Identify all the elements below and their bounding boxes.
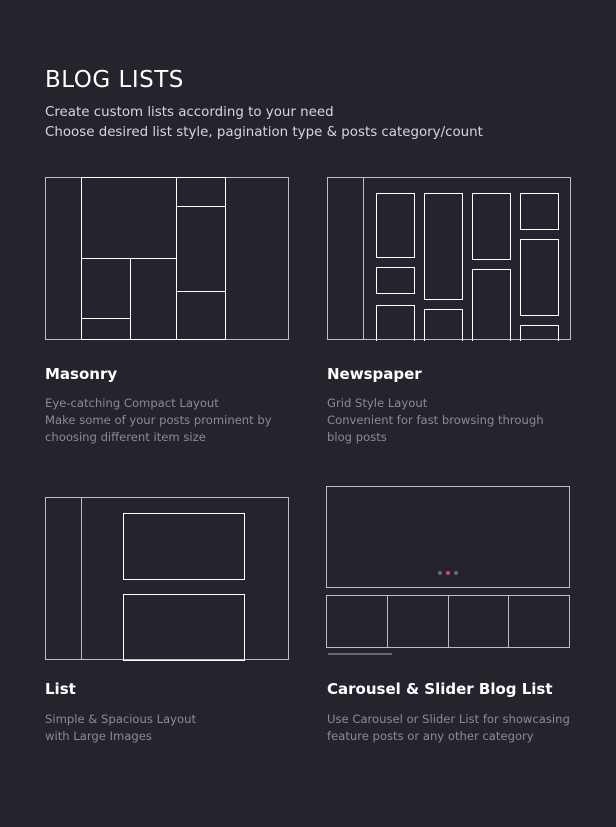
newspaper-tile bbox=[377, 306, 415, 342]
newspaper-tile bbox=[521, 326, 559, 342]
carousel-dot bbox=[454, 571, 458, 575]
newspaper-tile bbox=[521, 240, 559, 316]
page-subtitle bbox=[45, 103, 483, 143]
subtitle-line: Create custom lists according to your need bbox=[45, 105, 334, 120]
subtitle-line: Choose desired list style, pagination type & posts category/count bbox=[45, 125, 483, 140]
card-desc-newspaper bbox=[327, 395, 587, 446]
card-desc-line: feature posts or any other category bbox=[327, 729, 534, 743]
newspaper-tile bbox=[377, 268, 415, 294]
card-desc-carousel bbox=[327, 711, 587, 745]
masonry-tile bbox=[82, 259, 131, 319]
newspaper-tile bbox=[425, 310, 463, 342]
carousel-dot-active bbox=[446, 571, 450, 575]
newspaper-tile bbox=[473, 270, 511, 342]
list-layout-illustration bbox=[45, 497, 290, 661]
masonry-tile bbox=[177, 292, 226, 340]
newspaper-tile bbox=[425, 194, 463, 300]
card-desc-line: Convenient for fast browsing through bbox=[327, 413, 544, 427]
card-desc-line: choosing different item size bbox=[45, 430, 206, 444]
newspaper-layout-illustration bbox=[327, 177, 572, 341]
masonry-layout-illustration bbox=[45, 177, 290, 341]
carousel-dot bbox=[438, 571, 442, 575]
card-desc-list bbox=[45, 711, 305, 745]
carousel-layout-illustration bbox=[326, 486, 572, 658]
card-desc-line: with Large Images bbox=[45, 729, 152, 743]
page-title: BLOG LISTS bbox=[45, 67, 184, 93]
masonry-tiles bbox=[82, 178, 226, 340]
card-desc-line: Eye-catching Compact Layout bbox=[45, 396, 219, 410]
masonry-tile bbox=[177, 207, 226, 292]
list-item-box bbox=[124, 595, 245, 661]
masonry-tile bbox=[177, 178, 226, 207]
masonry-tile bbox=[82, 178, 177, 259]
card-title-newspaper: Newspaper bbox=[327, 365, 422, 383]
masonry-tile bbox=[131, 259, 177, 340]
card-desc-line: Grid Style Layout bbox=[327, 396, 428, 410]
card-desc-line: Use Carousel or Slider List for showcasing bbox=[327, 712, 570, 726]
card-desc-line: Make some of your posts prominent by bbox=[45, 413, 272, 427]
card-title-carousel: Carousel & Slider Blog List bbox=[327, 680, 553, 698]
card-desc-masonry bbox=[45, 395, 305, 446]
newspaper-tile bbox=[473, 194, 511, 260]
newspaper-tile bbox=[377, 194, 415, 258]
list-item-box bbox=[124, 514, 245, 580]
card-desc-line: Simple & Spacious Layout bbox=[45, 712, 196, 726]
card-desc-line: blog posts bbox=[327, 430, 387, 444]
newspaper-tiles bbox=[377, 194, 559, 342]
carousel-scrollbar bbox=[328, 653, 392, 655]
newspaper-tile bbox=[521, 194, 559, 230]
masonry-tile bbox=[82, 319, 131, 340]
card-title-list: List bbox=[45, 680, 76, 698]
card-title-masonry: Masonry bbox=[45, 365, 118, 383]
